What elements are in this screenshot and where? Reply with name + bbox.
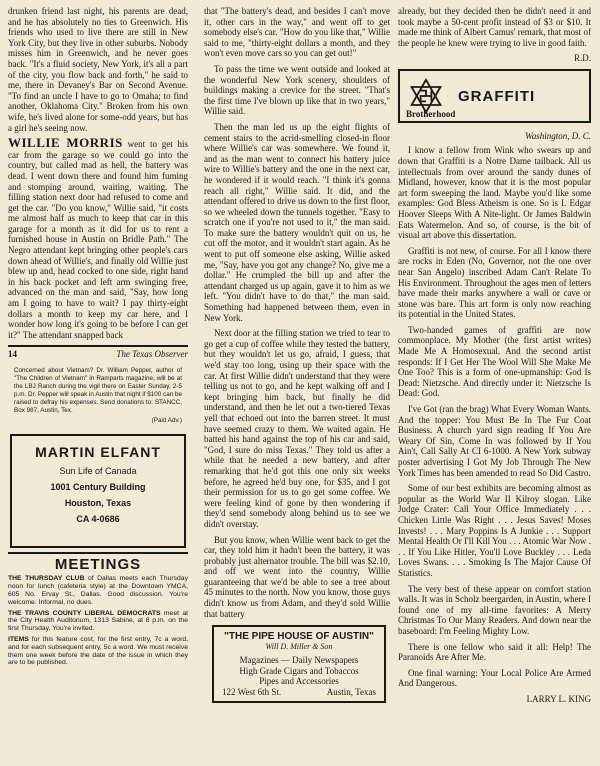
ad-line: Pipes and Accessories — [259, 676, 339, 687]
page-footer — [8, 345, 188, 359]
section-lead-in: WILLIE MORRIS — [8, 135, 123, 151]
ad-city: Houston, Texas — [64, 498, 132, 509]
meeting-org: ITEMS — [8, 635, 29, 643]
meeting-item — [8, 575, 188, 606]
pipe-house-ad — [212, 625, 386, 703]
article-paragraph: I've Got (ran the brag) What Every Woman Wants. And the topper: You Must Be In The Fur Coat Business. A church yard sign reading If You Are Weary Of Sin, Come In was followed by If You Ain't, Call Sally At CI 6-1000. A New York subway poster advertising I Got My Job Through The New York Times has been amended to read So Did Castro. — [398, 404, 591, 478]
meeting-org: THE THURSDAY CLUB — [8, 575, 85, 583]
article-paragraph: Some of our best exhibits are becoming almost as popular as the World War II Kilroy slogan. Like Judge Crater: Call Your Office Immediately . . . Chicken Little Was Right . . . Jesus Saves! Moses Invests! . . . Mary Poppins Is A Junkie . . . Support Mental Health Or I'll Kill You . . . Atomic War Now . . . If You Like Hitler, You'll Love Buckley . . . Leda Loves Swans. . . . Smoking Is The Major Cause Of Statistics. — [398, 483, 591, 578]
ad-phone: CA 4-0686 — [76, 514, 120, 525]
article-paragraph: To pass the time we went outside and looked at the wonderful New York scenery, shoulders of buildings making a crevice for the street. "That's the first time I've blown up like that in two years," Willie said. — [204, 63, 390, 117]
article-paragraph: Then the man led us up the eight flights of cement stairs to the acrid-smelling closed-in floor where Willie's car was somewhere. We found it, and as the man went to connect his battery juice wire to Willie's battery and the one in the next car, he wondered if it would reach. "I think it's gonna reach all right," Willie said. It did, and the attendant offered to drive us down to the first floor, so we wheeled down the tunnels together. "Easy to scratch one if you're not used to it," the man said. To make sure the battery wouldn't quit on us, he cut off the motor, and it wouldn't start again. As he went to put off someone else asking, Willie asked me, "Say, have you got any change? No, give me a dollar." He crumpled the bill up and after the attendant charged us up again, gave it to him as we left. "You didn't have to do that," the man said. Something had happened between them, even in New York. — [204, 121, 390, 323]
ad-line: Magazines — Daily Newspapers — [239, 655, 359, 666]
meeting-item — [8, 610, 188, 633]
graffiti-title: GRAFFITI — [458, 87, 536, 105]
meetings-heading: MEETINGS — [8, 552, 188, 573]
ad-address — [218, 687, 380, 697]
column-3 — [398, 6, 591, 704]
meeting-text: for this feature cost, for the first entry, 7c a word, and for each subsequent entry, 5c a word. We must receive them one week before the date of the issue in which they are to be published. — [8, 635, 188, 667]
meeting-org: THE TRAVIS COUNTY LIBERAL DEMOCRATS — [8, 609, 161, 617]
brotherhood-label: Brotherhood — [406, 109, 456, 120]
meeting-text: of Dallas meets each Thursday noon for lunch (cafeteria style) at the Downtown YMCA, 605 No. Ervay St., Dallas. Good discussion. You're welcome. Informal, no dues. — [8, 575, 188, 606]
column-1 — [8, 6, 188, 670]
publication-name: The Texas Observer — [116, 349, 188, 360]
dateline: Washington, D. C. — [525, 131, 591, 142]
article-paragraph: One final warning: Your Local Police Are Armed And Dangerous. — [398, 667, 591, 689]
article-paragraph: There is one fellow who said it all: Help! The Paranoids Are After Me. — [398, 641, 591, 663]
article-paragraph: Graffiti is not new, of course. For all I know there are rocks in Eden (No, Governor, not the one over near San Angelo) inscribed Adam Can't Relate To His Environment. Throughout the ages men of letters have made their marks anywhere a wall or cave or stone was bare. This art form is only now reaching its potential in the United States. — [398, 245, 591, 320]
paid-adv-label: (Paid Adv.) — [151, 417, 182, 425]
ad-street: 122 West 6th St. — [222, 686, 282, 697]
graffiti-heading-box — [398, 69, 591, 123]
ad-title: "THE PIPE HOUSE OF AUSTIN" — [224, 631, 374, 643]
author-initials: R.D. — [573, 53, 591, 64]
vietnam-notice: Concerned about Vietnam? Dr. William Pepper, author of "The Children of Vietnam" in Ramparts magazine, will be at the LBJ Ranch during the vigil there on Easter Sunday, 2-5 p.m. Dr. Pepper will speak in Austin that night if $100 can be raised to defray his expenses. Send donations to: STANCC, Box 987, Austin, Tex. — [14, 367, 182, 415]
article-paragraph: The very best of these appear on comfort station walls. It was in Scholz beergarden, in Austin, where I found one of my all-time favorites: A Merry Christmas To Our Many Readers. And down near the baseboard: I'm Feeling Mighty Low. — [398, 583, 591, 636]
article-paragraph: Next door at the filling station we tried to tear to go get a cup of coffee while they tested the battery, but they wouldn't let us go, afraid, I guess, that we'd stay too long, using up their space with the car. At first Willie didn't understand that they were telling us not to go, and he kept walking off and I kept bringing him back, but finally he did understand, and then he let out a two-tiered Texas yell that echoed out into the barren street. It must have seemed crazy to them. We waited again. He batted his hand against the top of his car and said, "God, I sure do miss Texas." They told us after a while that he needed a new battery, and after remarking that he'd got this one only six weeks before, he agreed he'd buy one, for $35, and I got their permission for us to go get some coffee. We were feeling kind of gone by then wondering if they'd send somebody along behind us to see we didn't overstay. — [204, 328, 390, 529]
meeting-text: meet at the City Health Auditorium, 1313 Sabine, at 8 p.m. on the first Thursday. You're invited. — [8, 609, 188, 633]
article-paragraph: But you know, when Willie went back to get the car, they told him it hadn't been the battery, it was probably just alternator trouble. The bill was $2.10, and off we went into the country, Willie guaranteeing that we'd be able to see a tree about 45 minutes to the north. Now you know, those guys didn't know us from Adam, and they'd sold Willie that battery — [204, 534, 390, 619]
ad-building: 1001 Century Building — [50, 482, 146, 493]
article-paragraph: that "The battery's dead, and besides I can't move it, other cars in the way," and went off to get somebody else's car. "How do you like that," Willie said to me, "thirty-eight dollars a month, and they won't even move cars so you can get out!" — [204, 6, 390, 59]
column-2 — [204, 6, 390, 703]
article-paragraph — [8, 135, 189, 340]
page-number: 14 — [8, 349, 17, 360]
author-signature: LARRY L. KING — [526, 693, 591, 704]
ad-company: Sun Life of Canada — [59, 466, 137, 477]
ad-line: High Grade Cigars and Tobaccos — [239, 665, 359, 676]
ad-city: Austin, Texas — [326, 686, 376, 697]
article-text: went to get his car from the garage so we could go into the country, but called mad as hell, the battery was dead. I went down there and found him fuming and stomping around, waiting, waiting. The filling station next door had refused to come and get the car. "Do you know," Willie said, "it costs me almost half as much to keep that car in this garage for a month as it did for us to rent a furnished house in Austin on Bridle Path." The Negro attendant kept bringing other people's cars down ahead of Willie's, and finally old Willie just blew up and, head cocked to one side, right hand in his back pocket and left arm swinging free, advanced on the man and said, "Say, how long am I going to have to wait? I pay thirty-eight dollars a month to keep my car here, and I wonder how long it's going to be before I can get it?" The attendant snapped back — [8, 139, 189, 340]
meeting-item — [8, 636, 188, 667]
article-paragraph: already, but they decided then he didn't need it and took maybe a 50-cent profit instead of $3 or $10. It made me think of Albert Camus' remark, that most of the people he knew were trying to live in good faith. — [398, 6, 591, 48]
article-paragraph: I know a fellow from Wink who swears up and down that Graffiti is a Notre Dame tailback. All us intellectuals from over around the sandy dunes of Midland, however, know that it is the most popular art form sweeping the land. Maybe you'd like some examples: God Bless Atheism is one. So is I. Edgar Hoover Sleeps With A Nite-light. Or James Baldwin Eats Watermelon. And so, of course, is the bit of visual art above this dissertation. — [398, 145, 591, 241]
ad-name: MARTIN ELFANT — [35, 444, 161, 461]
ad-subtitle: Will D. Miller & Son — [265, 642, 333, 652]
article-paragraph: Two-handed games of graffiti are now commonplace. My Mother (the first artist writes) Made Me A Homosexual. And the second artist responds: If I Get Her The Wool Will She Make Me One Too? This is a form of one-upmanship: God Is Dead: Nietzsche. And directly under it: Nietzsche Is Dead: God. — [398, 324, 591, 399]
article-paragraph: drunken friend last night, his parents are dead, and he has absolutely no ties to Greenwich. His friends who used to live there are still in New York City, but they live in other suburbs. Nobody misses him in Greenwich, and he never goes back. "It's a fluid society, New York, it's all a part of the city, you flow back and forth," he said to me, there in Devaney's Bar on Second Avenue. "To find an uncle I have to go to Omaha; to find another, Oklahoma City." Broken from his own wife, he's lived alone for some-odd years, but has a girl he's seeing now. — [8, 6, 188, 133]
martin-elfant-ad — [10, 434, 186, 548]
